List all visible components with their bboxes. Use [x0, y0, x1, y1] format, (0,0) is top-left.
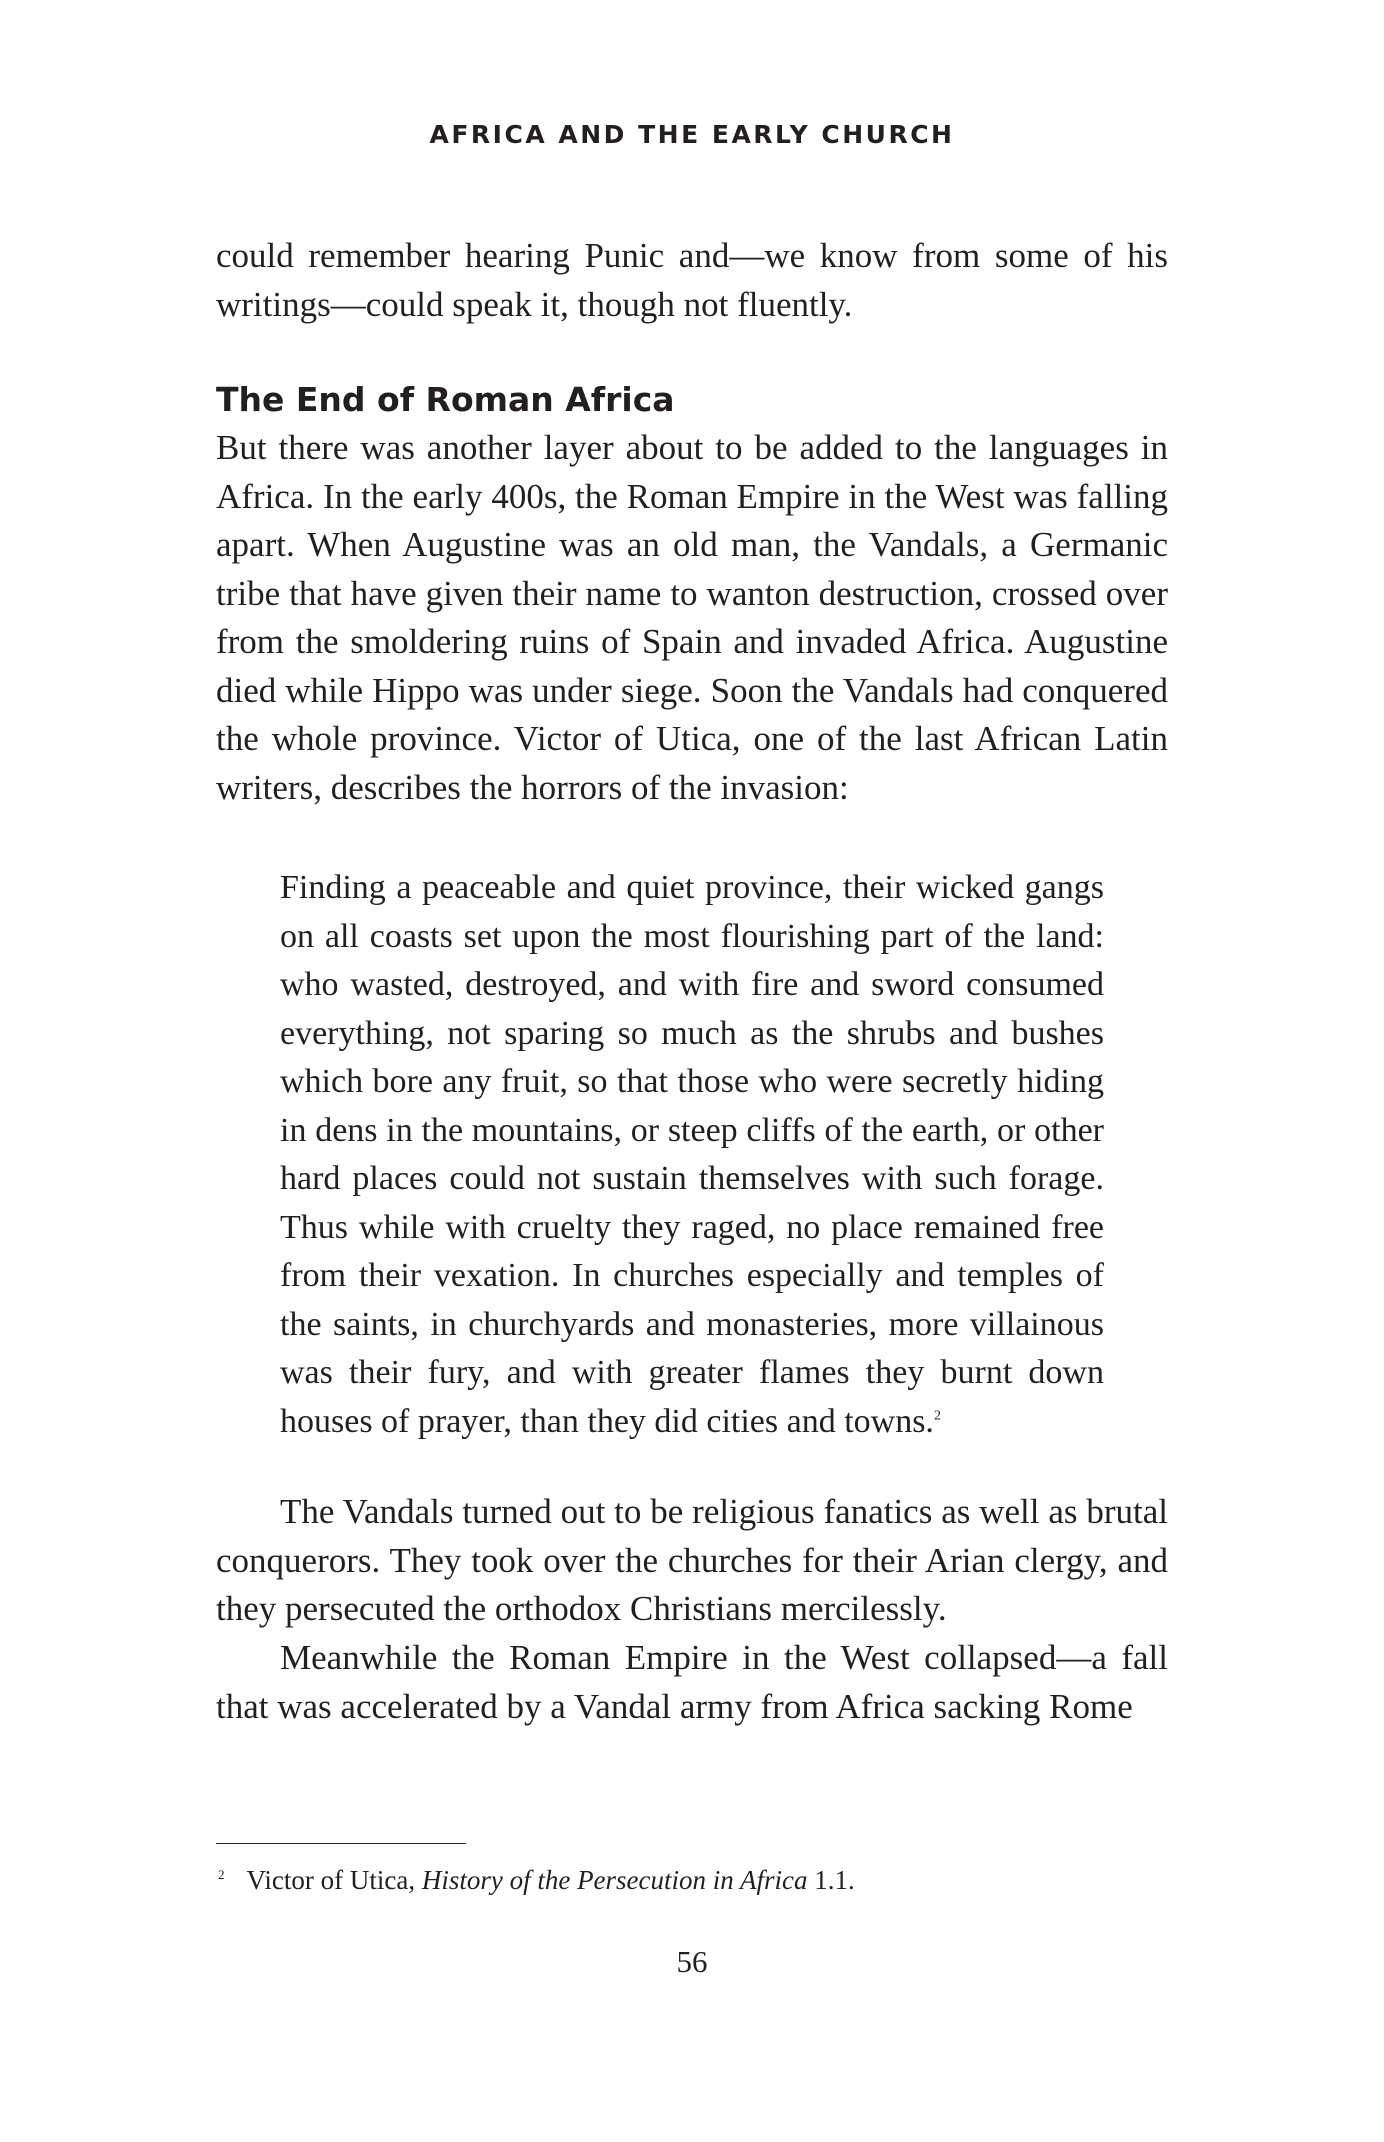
paragraph-continuation: could remember hearing Punic and—we know from some of his writings—could speak it, though not fluently. [216, 236, 1168, 324]
paragraph-rome: Meanwhile the Roman Empire in the West collapsed—a fall that was accelerated by a Vandal army from Africa sacking Rome [216, 1638, 1168, 1726]
running-head: AFRICA AND THE EARLY CHURCH [429, 120, 955, 149]
footnote-mark: 2 [218, 1867, 225, 1882]
paragraph-intro: But there was another layer about to be added to the languages in Africa. In the early 400s, the Roman Empire in the West was falling apart. When Augustine was an old man, the Vandals, a Germanic tribe that have given their name to wanton destruction, crossed over from the smoldering ruins of Spain and invaded Africa. Augustine died while Hippo was under siege. Soon the Vandals had conquered the whole province. Victor of Utica, one of the last African Latin writers, describes the horrors of the invasion: [216, 428, 1168, 807]
page-number: 56 [676, 1944, 708, 1979]
footnote-locator: 1.1. [807, 1865, 855, 1895]
paragraph-vandals: The Vandals turned out to be religious fanatics as well as brutal conquerors. They took over the churches for their Arian clergy, and they persecuted the orthodox Christians mercilessly. [216, 1492, 1168, 1628]
footnote-author: Victor of Utica, [246, 1865, 422, 1895]
section-heading: The End of Roman Africa [216, 380, 675, 419]
footnote-divider [216, 1843, 466, 1844]
footnote-reference[interactable]: 2 [933, 1408, 941, 1424]
footnote [216, 1860, 1168, 1900]
block-quote [280, 864, 1104, 1446]
footnote-title: History of the Persecution in Africa [421, 1865, 808, 1895]
block-quote-text: Finding a peaceable and quiet province, their wicked gangs on all coasts set upon the most flourishing part of the land: who wasted, destroyed, and with fire and sword consumed everything, not sparing so much as the shrubs and bushes which bore any fruit, so that those who were secretly hiding in dens in the mountains, or steep cliffs of the earth, or other hard places could not sustain themselves with such forage. Thus while with cruelty they raged, no place remained free from their vexation. In churches especially and temples of the saints, in churchyards and monasteries, more villainous was their fury, and with greater flames they burnt down houses of prayer, than they did cities and towns. [280, 869, 1104, 1440]
